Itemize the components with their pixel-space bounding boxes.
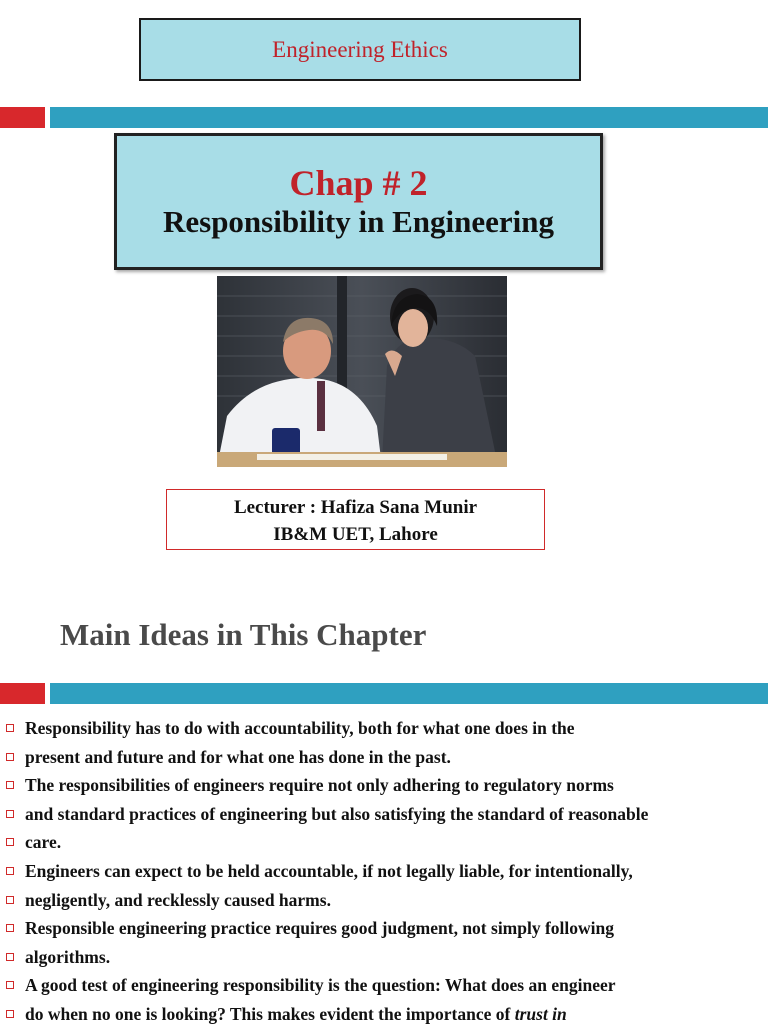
lecturer-affiliation: IB&M UET, Lahore: [273, 524, 438, 545]
photo-icon: [217, 276, 507, 467]
office-photo: [217, 276, 507, 467]
bullet-item: care.: [6, 828, 766, 857]
bullet-item: Responsible engineering practice requires good judgment, not simply following: [6, 914, 766, 943]
lecturer-info-box: [166, 489, 545, 550]
lecturer-name: Lecturer : Hafiza Sana Munir: [233, 497, 478, 518]
bullet-text-last: do when no one is looking? This makes evident the importance of trust in: [25, 1003, 567, 1024]
bullet-square-icon: [6, 810, 14, 818]
section-heading: Main Ideas in This Chapter: [60, 617, 427, 652]
bullet-square-icon: [6, 838, 14, 846]
emphasis-text: trust in: [514, 1003, 567, 1024]
bullet-square-icon: [6, 867, 14, 875]
bullet-square-icon: [6, 896, 14, 904]
top-divider-stripe: [0, 107, 768, 128]
header-title: Engineering Ethics: [272, 36, 448, 62]
bullet-item: Responsibility has to do with accountability, both for what one does in the: [6, 714, 766, 743]
bullet-square-icon: [6, 1010, 14, 1018]
bullet-item: Engineers can expect to be held accountable, if not legally liable, for intentionally,: [6, 857, 766, 886]
chapter-title: Responsibility in Engineering: [162, 204, 555, 239]
bullet-square-icon: [6, 953, 14, 961]
chapter-title-box: [114, 133, 603, 270]
bullet-square-icon: [6, 924, 14, 932]
bullet-square-icon: [6, 981, 14, 989]
bullet-item: algorithms.: [6, 943, 766, 972]
section-divider-stripe: [0, 683, 768, 704]
bullet-item: and standard practices of engineering but also satisfying the standard of reasonable: [6, 800, 766, 829]
bullet-item: The responsibilities of engineers require not only adhering to regulatory norms: [6, 771, 766, 800]
bullet-item: negligently, and recklessly caused harms.: [6, 886, 766, 915]
bullet-square-icon: [6, 753, 14, 761]
bullet-item: present and future and for what one has done in the past.: [6, 743, 766, 772]
header-title-box: [139, 18, 581, 81]
bullet-item: [6, 1000, 766, 1029]
bullet-list: [6, 714, 766, 1029]
bullet-item: A good test of engineering responsibility is the question: What does an engineer: [6, 971, 766, 1000]
bullet-square-icon: [6, 724, 14, 732]
chapter-number: Chap # 2: [289, 163, 428, 203]
bullet-square-icon: [6, 781, 14, 789]
